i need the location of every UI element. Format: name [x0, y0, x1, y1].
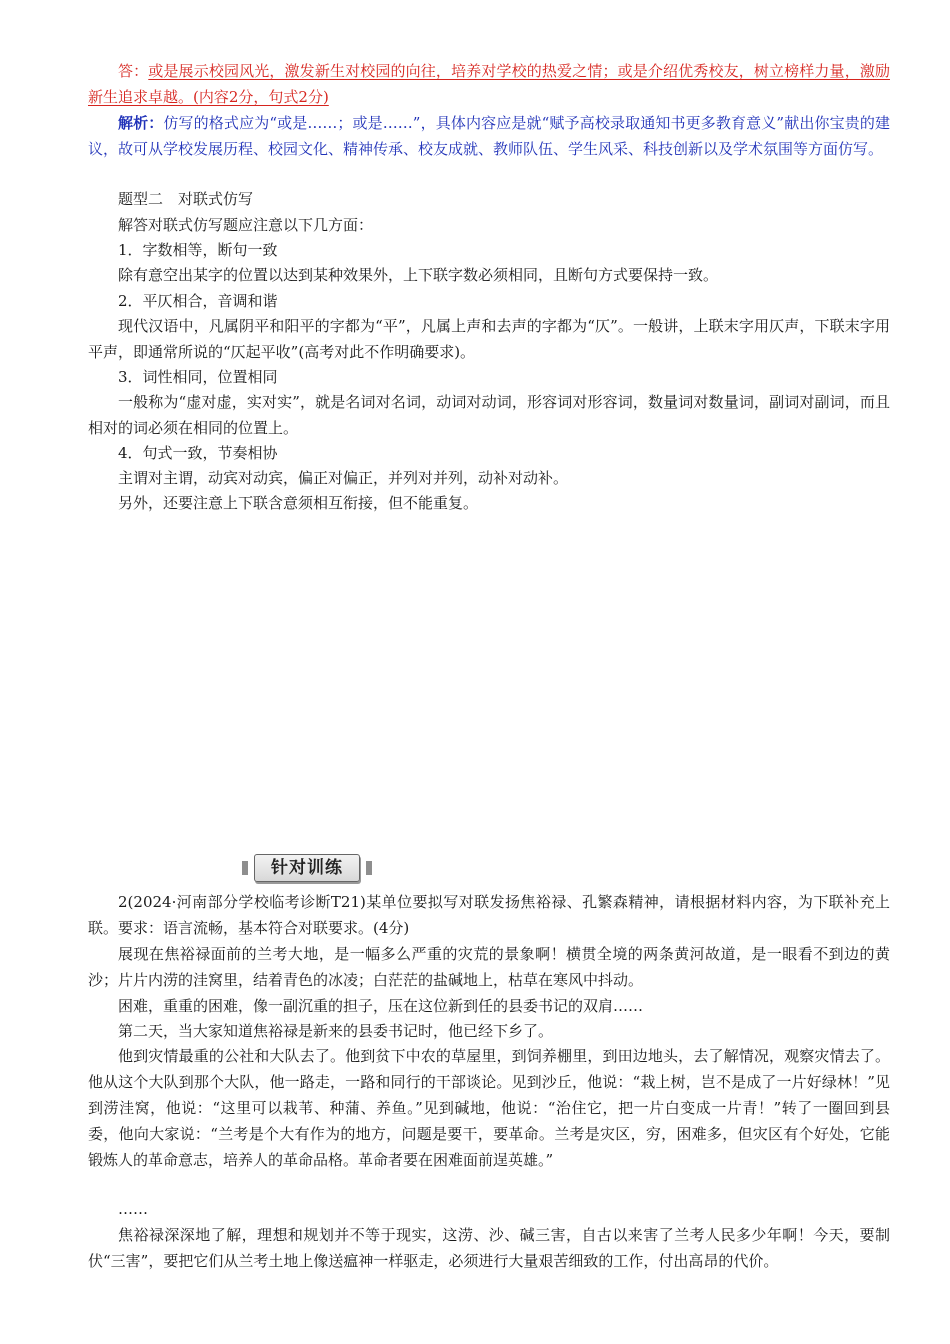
point-2-body: 现代汉语中，凡属阴平和阳平的字都为“平”，凡属上声和去声的字都为“仄”。一般讲，上联末字用仄声，下联末字用平声，即通常所说的“仄起平收”(高考对此不作明确要求)。	[88, 317, 890, 361]
analysis-label: 解析：	[118, 114, 164, 132]
point-3-heading: 3．词性相同，位置相同	[118, 368, 278, 386]
answer-text: 或是展示校园风光，激发新生对校园的向往，培养对学校的热爱之情；或是介绍优秀校友，树立榜样力量，激励新生追求卓越。(内容2分，句式2分)	[88, 62, 890, 106]
point-3-body: 一般称为“虚对虚，实对实”，就是名词对名词，动词对动词，形容词对形容词，数量词对数量词，副词对副词，而且相对的词必须在相同的位置上。	[88, 393, 890, 437]
answer-label: 答：	[118, 62, 149, 80]
analysis-paragraph	[88, 110, 890, 162]
analysis-text: 仿写的格式应为“或是……；或是……”，具体内容应是就“赋予高校录取通知书更多教育意义”献出你宝贵的建议，故可从学校发展历程、校园文化、精神传承、校友成就、教师队伍、学生风采、科技创新以及学术氛围等方面仿写。	[88, 114, 890, 158]
section-title: 题型二 对联式仿写	[118, 190, 254, 208]
point-1-body: 除有意空出某字的位置以达到某种效果外，上下联字数必须相同，且断句方式要保持一致。	[118, 266, 719, 284]
header-left-bar	[242, 861, 248, 875]
section-intro: 解答对联式仿写题应注意以下几方面：	[118, 216, 374, 234]
passage-paragraph-3: 第二天，当大家知道焦裕禄是新来的县委书记时，他已经下乡了。	[118, 1022, 554, 1040]
point-2-heading: 2．平仄相合，音调和谐	[118, 292, 278, 310]
training-label: 针对训练	[254, 854, 360, 882]
section-extra-note: 另外，还要注意上下联含意须相互衔接，但不能重复。	[118, 494, 479, 512]
answer-paragraph	[88, 58, 890, 110]
point-4-heading: 4．句式一致，节奏相协	[118, 444, 278, 462]
training-section-header	[242, 854, 372, 882]
passage-paragraph-5: 焦裕禄深深地了解，理想和规划并不等于现实，这涝、沙、碱三害，自古以来害了兰考人民多少年啊！今天，要制伏“三害”，要把它们从兰考土地上像送瘟神一样驱走，必须进行大量艰苦细致的工作，付出高昂的代价。	[88, 1226, 890, 1270]
passage-paragraph-1: 展现在焦裕禄面前的兰考大地，是一幅多么严重的灾荒的景象啊！横贯全境的两条黄河故道，是一眼看不到边的黄沙；片片内涝的洼窝里，结着青色的冰凌；白茫茫的盐碱地上，枯草在寒风中抖动。	[88, 945, 890, 989]
point-1-heading: 1．字数相等，断句一致	[118, 241, 278, 259]
passage-ellipsis: ……	[118, 1200, 148, 1218]
passage-paragraph-2: 困难，重重的困难，像一副沉重的担子，压在这位新到任的县委书记的双肩……	[118, 997, 644, 1015]
training-question: 2(2024·河南部分学校临考诊断T21)某单位要拟写对联发扬焦裕禄、孔繁森精神，请根据材料内容，为下联补充上联。要求：语言流畅，基本符合对联要求。(4分)	[88, 893, 890, 937]
point-4-body: 主谓对主谓，动宾对动宾，偏正对偏正，并列对并列，动补对动补。	[118, 469, 569, 487]
passage-paragraph-4: 他到灾情最重的公社和大队去了。他到贫下中农的草屋里，到饲养棚里，到田边地头，去了解情况，观察灾情去了。他从这个大队到那个大队，他一路走，一路和同行的干部谈论。见到沙丘，他说：“栽上树，岂不是成了一片好绿林！”见到涝洼窝，他说：“这里可以栽苇、种蒲、养鱼。”见到碱地，他说：“治住它，把一片白变成一片青！”转了一圈回到县委，他向大家说：“兰考是个大有作为的地方，问题是要干，要革命。兰考是灾区，穷，困难多，但灾区有个好处，它能锻炼人的革命意志，培养人的革命品格。革命者要在困难面前逞英雄。”	[88, 1047, 890, 1169]
header-right-bar	[366, 861, 372, 875]
